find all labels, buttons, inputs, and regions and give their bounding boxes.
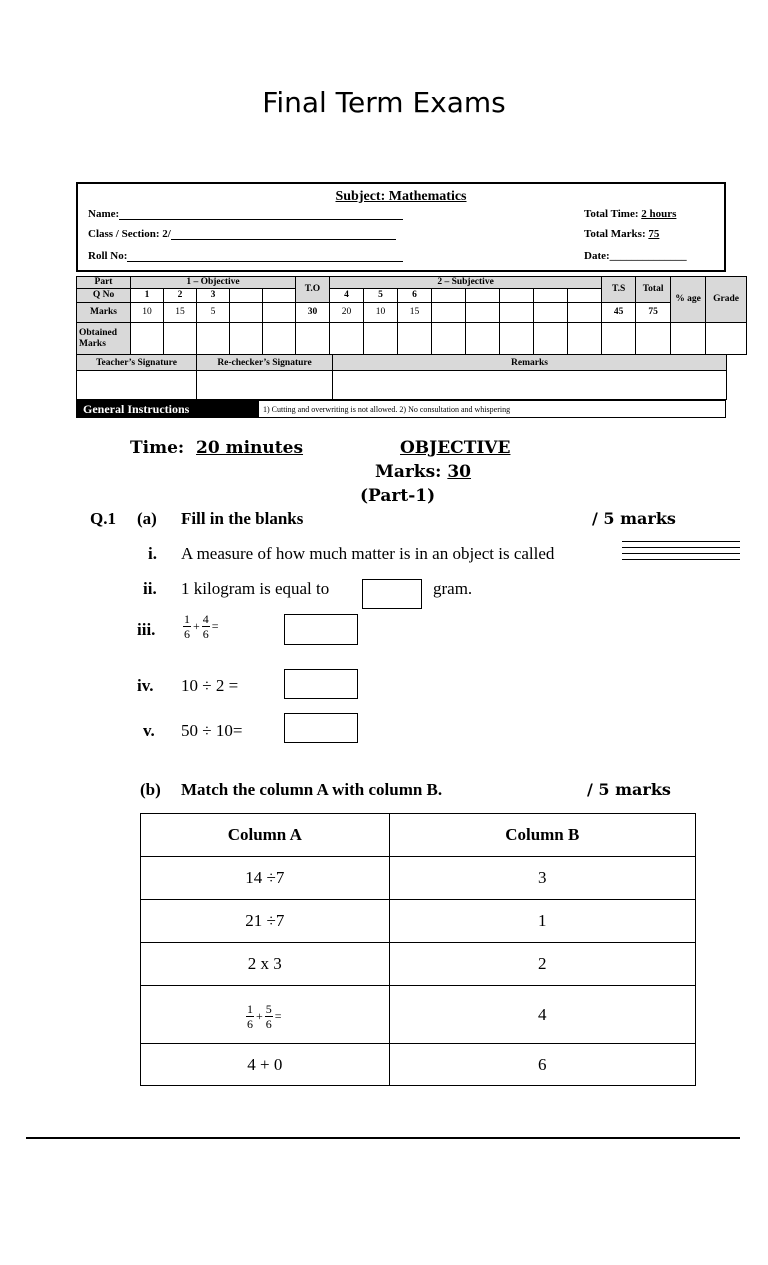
- column-b-cell: 2: [389, 943, 695, 986]
- table-row: [141, 1044, 696, 1086]
- class-label: Class / Section: 2/: [88, 228, 171, 240]
- class-field[interactable]: [171, 229, 396, 240]
- item-number: v.: [143, 721, 155, 740]
- section-a-label: (a): [137, 509, 157, 528]
- section-b-marks: / 5 marks: [587, 780, 671, 799]
- marks-cell: 15: [398, 303, 432, 323]
- obtained-cell[interactable]: [671, 323, 706, 355]
- q-number: 2: [164, 289, 197, 303]
- subjective-header: 2 – Subjective: [330, 277, 602, 289]
- instructions-label: General Instructions: [77, 401, 259, 417]
- fraction-expression: 1 6 + $\frac{5}{6}$ =: [247, 1002, 282, 1031]
- part-header: Part: [77, 277, 131, 289]
- roll-field[interactable]: [127, 251, 403, 262]
- column-b-header: Column B: [389, 814, 695, 857]
- ts-marks: 45: [602, 303, 636, 323]
- obtained-cell[interactable]: [398, 323, 432, 355]
- answer-blank-lines[interactable]: [622, 541, 740, 565]
- marks-cell: 10: [131, 303, 164, 323]
- column-a-cell: 14 ÷7: [141, 857, 390, 900]
- marks-cell: 10: [364, 303, 398, 323]
- objective-heading: OBJECTIVE: [400, 438, 511, 458]
- total-time: Total Time: 2 hours: [584, 208, 677, 220]
- section-a-title: Fill in the blanks: [181, 509, 304, 528]
- rechecker-signature-label: Re-checker’s Signature: [197, 355, 333, 371]
- item-number: i.: [148, 544, 157, 563]
- q-number: 1: [131, 289, 164, 303]
- answer-box[interactable]: [284, 713, 358, 743]
- column-a-cell: [141, 986, 390, 1044]
- marks-cell: 15: [164, 303, 197, 323]
- instructions-text: 1) Cutting and overwriting is not allowed. 2) No consultation and whispering: [263, 405, 511, 414]
- q-number: 5: [364, 289, 398, 303]
- obtained-cell[interactable]: [131, 323, 164, 355]
- obtained-cell[interactable]: [636, 323, 671, 355]
- teacher-signature-field[interactable]: [77, 371, 197, 400]
- marks-cell: 20: [330, 303, 364, 323]
- marks-label: Marks: [77, 303, 131, 323]
- to-marks: 30: [296, 303, 330, 323]
- table-row: [141, 943, 696, 986]
- answer-box[interactable]: [284, 669, 358, 699]
- objective-header: 1 – Objective: [131, 277, 296, 289]
- part-label: (Part-1): [360, 486, 436, 506]
- section-a-marks: / 5 marks: [592, 509, 676, 528]
- marks-cell: 5: [197, 303, 230, 323]
- answer-box[interactable]: [362, 579, 422, 609]
- column-b-cell: 3: [389, 857, 695, 900]
- total-marks-cell: 75: [636, 303, 671, 323]
- column-a-cell: 4 + 0: [141, 1044, 390, 1086]
- roll-label: Roll No:: [88, 250, 128, 262]
- obtained-cell[interactable]: [330, 323, 364, 355]
- table-row: [141, 986, 696, 1044]
- item-text: 50 ÷ 10=: [181, 721, 243, 740]
- objective-marks: Marks: 30: [375, 462, 472, 482]
- q-number: 6: [398, 289, 432, 303]
- question-number: Q.1: [90, 509, 116, 528]
- teacher-signature-label: Teacher’s Signature: [77, 355, 197, 371]
- remarks-label: Remarks: [333, 355, 727, 371]
- column-a-cell: 21 ÷7: [141, 900, 390, 943]
- total-marks: Total Marks: 75: [584, 228, 660, 240]
- q-number: 3: [197, 289, 230, 303]
- obtained-cell[interactable]: [164, 323, 197, 355]
- page-title: Final Term Exams: [262, 86, 506, 119]
- date-field[interactable]: Date:______________: [584, 250, 687, 262]
- item-number: ii.: [143, 579, 157, 598]
- marks-grid: [76, 276, 747, 355]
- section-b-label: (b): [140, 780, 161, 799]
- rechecker-signature-field[interactable]: [197, 371, 333, 400]
- column-a-cell: 2 x 3: [141, 943, 390, 986]
- item-text: 1 kilogram is equal to: [181, 579, 330, 598]
- item-text-after: gram.: [433, 579, 473, 598]
- obtained-cell[interactable]: [706, 323, 747, 355]
- fraction-expression: 1 6 + $\frac{4}{6}$ =: [184, 612, 219, 641]
- obtained-cell[interactable]: [364, 323, 398, 355]
- item-number: iii.: [137, 620, 156, 639]
- to-header: T.O: [296, 277, 330, 303]
- student-info-box: [76, 182, 726, 272]
- obtained-cell[interactable]: [296, 323, 330, 355]
- answer-box[interactable]: [284, 614, 358, 645]
- section-b-title: Match the column A with column B.: [181, 780, 443, 799]
- name-label: Name:: [88, 208, 120, 220]
- roll-row: [88, 250, 403, 262]
- obtained-cell[interactable]: [197, 323, 230, 355]
- column-a-header: Column A: [141, 814, 390, 857]
- class-row: [88, 228, 396, 240]
- name-field[interactable]: [119, 209, 403, 220]
- grade-header: Grade: [706, 277, 747, 323]
- q-number: 4: [330, 289, 364, 303]
- signature-grid: [76, 354, 727, 400]
- column-b-cell: 1: [389, 900, 695, 943]
- obtained-label: Obtained Marks: [77, 323, 131, 355]
- subject-heading: Subject: Mathematics: [335, 189, 467, 204]
- item-text: 10 ÷ 2 =: [181, 676, 239, 695]
- page-divider: [26, 1137, 740, 1139]
- column-b-cell: 4: [389, 986, 695, 1044]
- item-number: iv.: [137, 676, 154, 695]
- table-row: [141, 857, 696, 900]
- time-limit: Time: 20 minutes: [130, 438, 304, 458]
- column-b-cell: 6: [389, 1044, 695, 1086]
- item-text: A measure of how much matter is in an object is called: [181, 544, 555, 563]
- ts-header: T.S: [602, 277, 636, 303]
- name-row: [88, 208, 403, 220]
- match-table: [140, 813, 696, 1086]
- remarks-field[interactable]: [333, 371, 727, 400]
- total-header: Total: [636, 277, 671, 303]
- percent-header: % age: [671, 277, 706, 323]
- obtained-cell[interactable]: [602, 323, 636, 355]
- table-row: [141, 900, 696, 943]
- qno-label: Q No: [77, 289, 131, 303]
- general-instructions: [76, 400, 726, 418]
